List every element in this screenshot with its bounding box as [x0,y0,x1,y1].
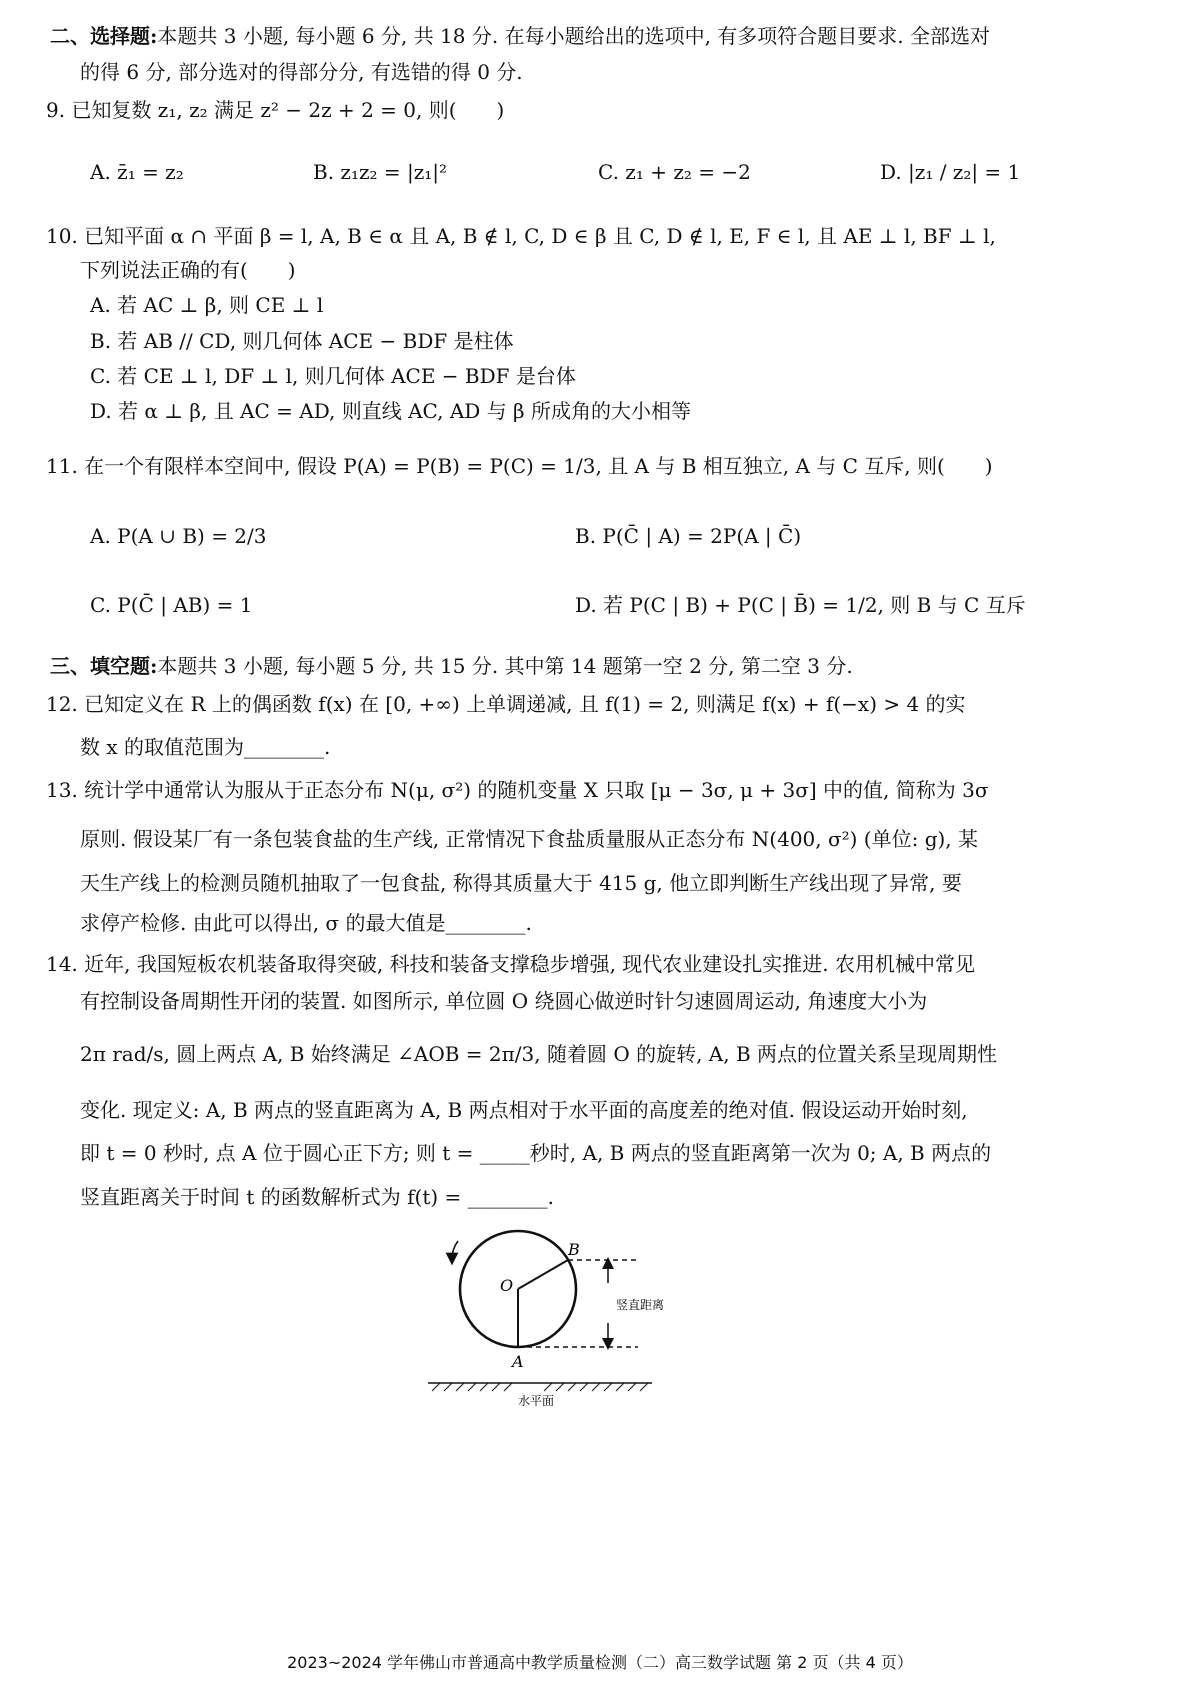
question-12-line-2: 数 x 的取值范围为________. [80,735,331,759]
question-11-option-d: D. 若 P(C | B) + P(C | B̄) = 1/2, 则 B 与 C 互斥 [575,593,1026,617]
ground-hatching [432,1383,648,1391]
question-9-option-d: D. |z₁ / z₂| = 1 [880,160,1021,184]
section-2-instructions-cont: 的得 6 分, 部分选对的得部分分, 有选错的得 0 分. [80,60,523,84]
question-10-stem-cont: 下列说法正确的有( ) [80,258,296,282]
question-9-option-b: B. z₁z₂ = |z₁|² [313,160,448,184]
radius-ob [518,1260,568,1289]
question-14-line-1: 14. 近年, 我国短板农机装备取得突破, 科技和装备支撑稳步增强, 现代农业建设扎实推进. 农用机械中常见 [46,952,976,976]
question-14-line-5: 即 t = 0 秒时, 点 A 位于圆心正下方; 则 t = _____秒时, A, B 两点的竖直距离第一次为 0; A, B 两点的 [80,1141,992,1165]
circle-figure [410,1225,670,1425]
question-11-option-a: A. P(A ∪ B) = 2/3 [90,524,267,548]
section-3-heading [50,652,853,680]
rotation-arrow-icon [452,1241,458,1259]
question-11-option-b: B. P(C̄ | A) = 2P(A | C̄) [575,524,802,548]
question-12-line-1: 12. 已知定义在 R 上的偶函数 f(x) 在 [0, +∞) 上单调递减, 且 f(1) = 2, 则满足 f(x) + f(−x) > 4 的实 [46,692,966,716]
question-10-option-b: B. 若 AB // CD, 则几何体 ACE − BDF 是柱体 [90,329,514,353]
question-9-option-a: A. z̄₁ = z₂ [90,160,184,184]
label-b: B [568,1240,580,1259]
question-9-option-c: C. z₁ + z₂ = −2 [598,160,751,184]
label-o: O [500,1276,514,1295]
question-13-line-4: 求停产检修. 由此可以得出, σ 的最大值是________. [80,911,532,935]
question-13-line-1: 13. 统计学中通常认为服从于正态分布 N(μ, σ²) 的随机变量 X 只取 [μ − 3σ, μ + 3σ] 中的值, 简称为 3σ [46,778,989,802]
question-14-line-4: 变化. 现定义: A, B 两点的竖直距离为 A, B 两点相对于水平面的高度差的绝对值. 假设运动开始时刻, [80,1098,968,1122]
question-10-option-c: C. 若 CE ⊥ l, DF ⊥ l, 则几何体 ACE − BDF 是台体 [90,364,576,388]
section-2-title: 二、选择题: [50,24,158,48]
page-footer: 2023~2024 学年佛山市普通高中教学质量检测（二）高三数学试题 第 2 页（共 4 页） [287,1653,913,1672]
question-14-line-2: 有控制设备周期性开闭的装置. 如图所示, 单位圆 O 绕圆心做逆时针匀速圆周运动, 角速度大小为 [80,989,928,1013]
section-2-instructions: 本题共 3 小题, 每小题 6 分, 共 18 分. 在每小题给出的选项中, 有多项符合题目要求. 全部选对 [157,24,991,48]
question-13-line-3: 天生产线上的检测员随机抽取了一包食盐, 称得其质量大于 415 g, 他立即判断生产线出现了异常, 要 [80,871,962,895]
question-10-stem: 10. 已知平面 α ∩ 平面 β = l, A, B ∈ α 且 A, B ∉ l, C, D ∈ β 且 C, D ∉ l, E, F ∈ l, 且 AE ⊥ l, BF ⊥ l, [46,224,996,248]
section-3-title: 三、填空题: [50,654,158,678]
label-vertical-distance: 竖直距离 [616,1298,665,1312]
question-10-option-d: D. 若 α ⊥ β, 且 AC = AD, 则直线 AC, AD 与 β 所成角的大小相等 [90,399,691,423]
question-11-stem: 11. 在一个有限样本空间中, 假设 P(A) = P(B) = P(C) = 1/3, 且 A 与 B 相互独立, A 与 C 互斥, 则( ) [46,454,993,478]
label-a: A [512,1352,524,1371]
question-14-line-6: 竖直距离关于时间 t 的函数解析式为 f(t) = ________. [80,1185,554,1209]
question-13-line-2: 原则. 假设某厂有一条包装食盐的生产线, 正常情况下食盐质量服从正态分布 N(400, σ²) (单位: g), 某 [80,827,979,851]
question-14-line-3: 2π rad/s, 圆上两点 A, B 始终满足 ∠AOB = 2π/3, 随着圆 O 的旋转, A, B 两点的位置关系呈现周期性 [80,1042,998,1066]
question-10-option-a: A. 若 AC ⊥ β, 则 CE ⊥ l [90,293,324,317]
label-ground: 水平面 [518,1394,555,1408]
section-2-heading [50,22,990,50]
question-9-stem: 9. 已知复数 z₁, z₂ 满足 z² − 2z + 2 = 0, 则( ) [46,98,505,122]
section-3-instructions: 本题共 3 小题, 每小题 5 分, 共 15 分. 其中第 14 题第一空 2 分, 第二空 3 分. [157,654,853,678]
question-11-option-c: C. P(C̄ | AB) = 1 [90,593,253,617]
